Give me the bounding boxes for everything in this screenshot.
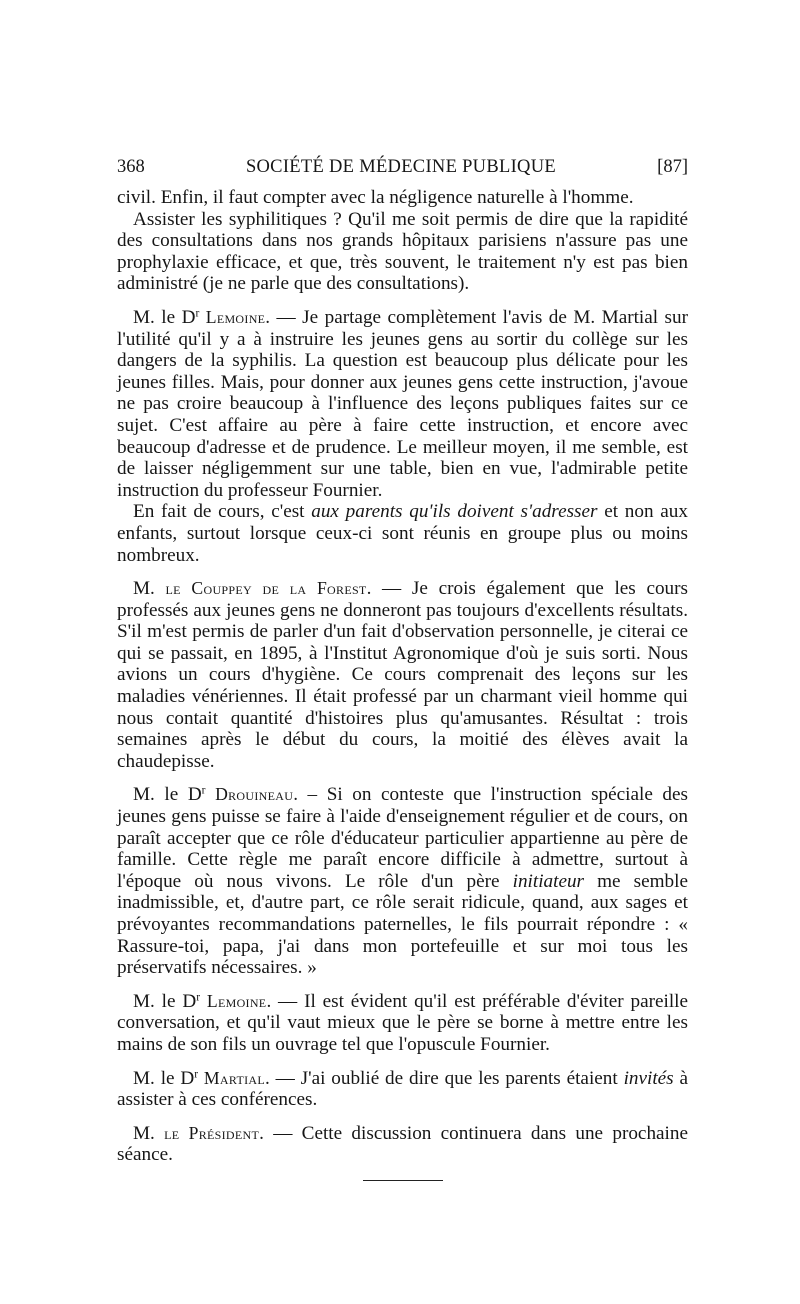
paragraph-lemoine-2 xyxy=(117,991,688,1056)
paragraph-text: à assister à ces conférences. xyxy=(117,1067,689,1111)
speaker-prefix: M. xyxy=(133,578,166,600)
speaker-title-sup: r xyxy=(196,991,201,1004)
emphasis-text: aux parents qu'ils doivent s'adresser xyxy=(311,501,598,523)
speaker-title-sup: r xyxy=(194,1068,199,1081)
running-header xyxy=(117,156,688,178)
paragraph-text: . – Si on conteste que l'instruction spéciale des jeunes gens puisse se faire à l'aide d'enseignement régulier et de cours, on paraît accepter que ce rôle d'éducateur particulier appartienne au père de famille. Cette règle me paraît encore difficile à admettre, surtout à l'époque où nous vivons. Le rôle d'un père xyxy=(117,784,689,892)
paragraph-parents xyxy=(117,501,688,566)
speaker-prefix: M. le D xyxy=(133,990,197,1012)
paragraph-lemoine-1 xyxy=(117,307,688,501)
speaker-name: Martial xyxy=(203,1067,265,1088)
article-body xyxy=(117,187,688,1166)
speaker-name: Lemoine xyxy=(205,306,266,327)
paragraph-president xyxy=(117,1123,688,1166)
speaker-prefix: M. le D xyxy=(133,1067,195,1089)
paragraph-continuation xyxy=(117,187,688,209)
section-end-rule xyxy=(363,1180,443,1181)
speaker-title-sup: r xyxy=(195,307,200,320)
paragraph-text: . — Je partage complètement l'avis de M. Martial sur l'utilité qu'il y a à instruire les jeunes gens au sortir du collège sur les dangers de la syphilis. La question est beaucoup plus délicate pour les jeunes filles. Mais, pour donner aux jeunes gens cette instruction, j'avoue ne pas croire beaucoup à l'influence des leçons publiques faites sur ce sujet. C'est affaire au père à faire cette instruction, et encore avec beaucoup d'adresse et de prudence. Le meilleur moyen, il me semble, est de laisser négligemment sur une table, bien en vue, l'admirable petite instruction du professeur Fournier. xyxy=(117,306,689,501)
paragraph-text: . — Il est évident qu'il est préférable d'éviter pareille conversation, et qu'il vaut mieux que le père se borne à mettre entre les mains de son fils un ouvrage tel que l'opuscule Fournier. xyxy=(117,990,689,1055)
speaker-name: le Couppey de la Forest xyxy=(165,578,367,599)
paragraph-text: et non aux enfants, surtout lorsque ceux-ci sont réunis en groupe plus ou moins nombreux. xyxy=(117,501,688,566)
speaker-name: Drouineau xyxy=(215,784,294,805)
bracket-page-number: [87] xyxy=(657,157,688,177)
running-title: SOCIÉTÉ DE MÉDECINE PUBLIQUE xyxy=(245,157,556,177)
paragraph-text: . — Cette discussion continuera dans une prochaine séance. xyxy=(117,1122,688,1166)
paragraph-text: me semble inadmissible, et, d'autre part, ce rôle serait ridicule, quand, aux sages et prévoyantes recommandations paternelles, le fils pourrait répondre : « Rassure-toi, papa, j'ai dans mon portefeuille et sur moi tous les préservatifs nécessaires. » xyxy=(117,870,688,979)
speaker-title-sup: r xyxy=(201,785,206,798)
paragraph-drouineau xyxy=(117,784,688,978)
speaker-prefix: M. xyxy=(133,1122,165,1144)
paragraph-syphilitics xyxy=(117,209,688,295)
paragraph-text: . — Je crois également que les cours professés aux jeunes gens ne donneront pas toujours d'excellents résultats. S'il m'est permis de parler d'un fait d'observation personnelle, je citerai ce qui se passait, en 1895, à l'Institut Agronomique d'où je suis sorti. Nous avions un cours d'hygiène. Ce cours comprenait des leçons sur les maladies vénériennes. Il était professé par un charmant vieil homme qui nous contait quantité d'histoires plus qu'amusantes. Résultat : trois semaines après le début du cours, la moitié des élèves avait la chaudepisse. xyxy=(117,578,689,772)
page-number: 368 xyxy=(117,157,145,177)
paragraph-couppey xyxy=(117,578,688,772)
speaker-name: Lemoine xyxy=(206,990,267,1011)
paragraph-martial xyxy=(117,1068,688,1111)
paragraph-text: En fait de cours, c'est xyxy=(133,501,312,523)
emphasis-text: invités xyxy=(623,1067,674,1089)
speaker-prefix: M. le D xyxy=(133,784,202,806)
speaker-prefix: M. le D xyxy=(133,306,196,328)
paragraph-text: . — J'ai oublié de dire que les parents étaient xyxy=(265,1067,624,1089)
emphasis-text: initiateur xyxy=(512,870,585,892)
paragraph-text: civil. Enfin, il faut compter avec la négligence naturelle à l'homme. xyxy=(117,187,634,208)
speaker-name: le Président xyxy=(164,1122,260,1143)
paragraph-text: Assister les syphilitiques ? Qu'il me soit permis de dire que la rapidité des consultations dans nos grands hôpitaux parisiens n'assure pas une prophylaxie efficace, et que, très souvent, le traitement n'y est pas bien administré (je ne parle que des consultations). xyxy=(117,208,688,295)
